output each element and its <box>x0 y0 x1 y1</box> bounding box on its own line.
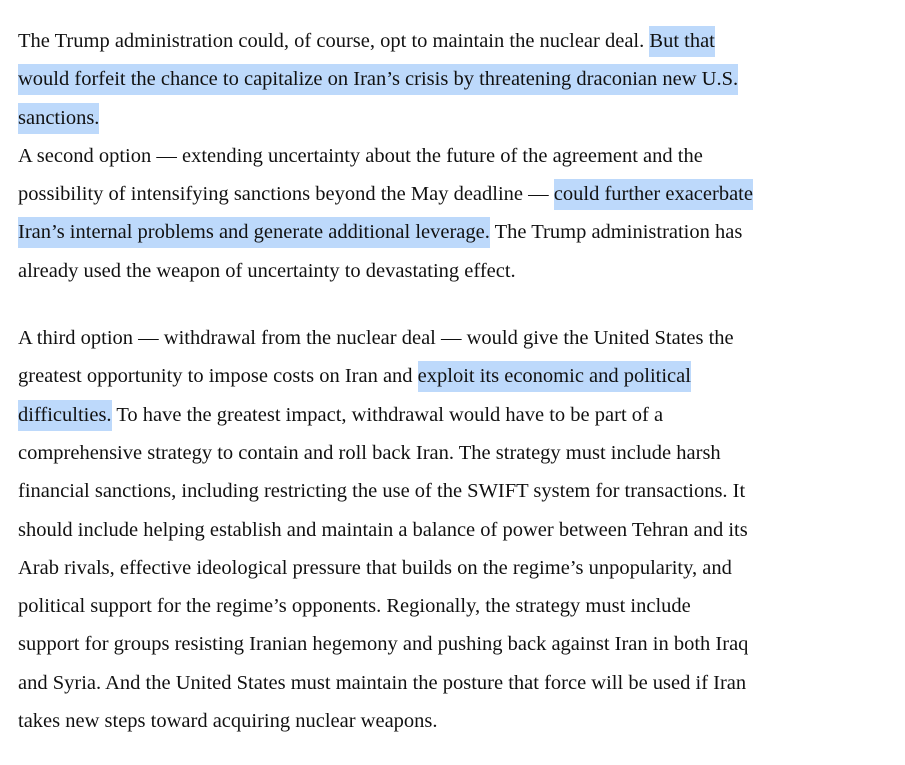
text-segment: A third option — withdrawal from the nuclear deal — would give the United States the <box>18 327 734 350</box>
text-line <box>18 549 898 587</box>
text-segment: comprehensive strategy to contain and roll back Iran. The strategy must include harsh <box>18 441 721 464</box>
text-segment: takes new steps toward acquiring nuclear weapons. <box>18 710 438 733</box>
text-line <box>18 99 898 137</box>
text-line <box>18 434 898 472</box>
highlighted-text: Iran’s internal problems and generate additional leverage. <box>18 217 490 248</box>
highlighted-text: difficulties. <box>18 400 112 431</box>
text-segment: and Syria. And the United States must maintain the posture that force will be used if Iran <box>18 671 747 694</box>
text-line <box>18 664 898 702</box>
highlighted-text: would forfeit the chance to capitalize on Iran’s crisis by threatening draconian new U.S. <box>18 64 738 95</box>
text-line <box>18 213 898 251</box>
paragraph-1 <box>18 22 898 137</box>
highlighted-text: could further exacerbate <box>554 179 753 210</box>
text-segment: To have the greatest impact, withdrawal would have to be part of a <box>111 403 664 426</box>
text-segment: Arab rivals, effective ideological pressure that builds on the regime’s unpopularity, and <box>18 556 732 579</box>
text-segment: A second option — extending uncertainty about the future of the agreement and the <box>18 144 703 167</box>
paragraph-3 <box>18 319 898 740</box>
article-excerpt <box>18 22 898 740</box>
text-segment: political support for the regime’s opponents. Regionally, the strategy must include <box>18 595 691 618</box>
text-segment: support for groups resisting Iranian hegemony and pushing back against Iran in both Iraq <box>18 633 749 656</box>
text-segment: already used the weapon of uncertainty to devastating effect. <box>18 259 516 282</box>
text-segment: greatest opportunity to impose costs on Iran and <box>18 365 418 388</box>
text-segment: financial sanctions, including restricting the use of the SWIFT system for transactions. It <box>18 480 746 503</box>
highlighted-text: exploit its economic and political <box>418 361 691 392</box>
paragraph-gap <box>18 290 898 319</box>
text-line <box>18 319 898 357</box>
highlighted-text: sanctions. <box>18 103 99 134</box>
text-line <box>18 252 898 290</box>
text-line <box>18 702 898 740</box>
text-segment: possibility of intensifying sanctions beyond the May deadline — <box>18 183 554 206</box>
paragraph-2 <box>18 137 898 290</box>
text-line <box>18 175 898 213</box>
text-line <box>18 137 898 175</box>
text-line <box>18 511 898 549</box>
text-segment: The Trump administration could, of course, opt to maintain the nuclear deal. <box>18 30 650 52</box>
text-line <box>18 625 898 663</box>
text-segment: should include helping establish and maintain a balance of power between Tehran and its <box>18 518 748 541</box>
text-line <box>18 396 898 434</box>
text-segment: The Trump administration has <box>489 221 743 244</box>
text-line <box>18 357 898 395</box>
text-line <box>18 472 898 510</box>
text-line <box>18 22 898 60</box>
highlighted-text: But that <box>649 26 714 57</box>
text-line <box>18 60 898 98</box>
text-line <box>18 587 898 625</box>
